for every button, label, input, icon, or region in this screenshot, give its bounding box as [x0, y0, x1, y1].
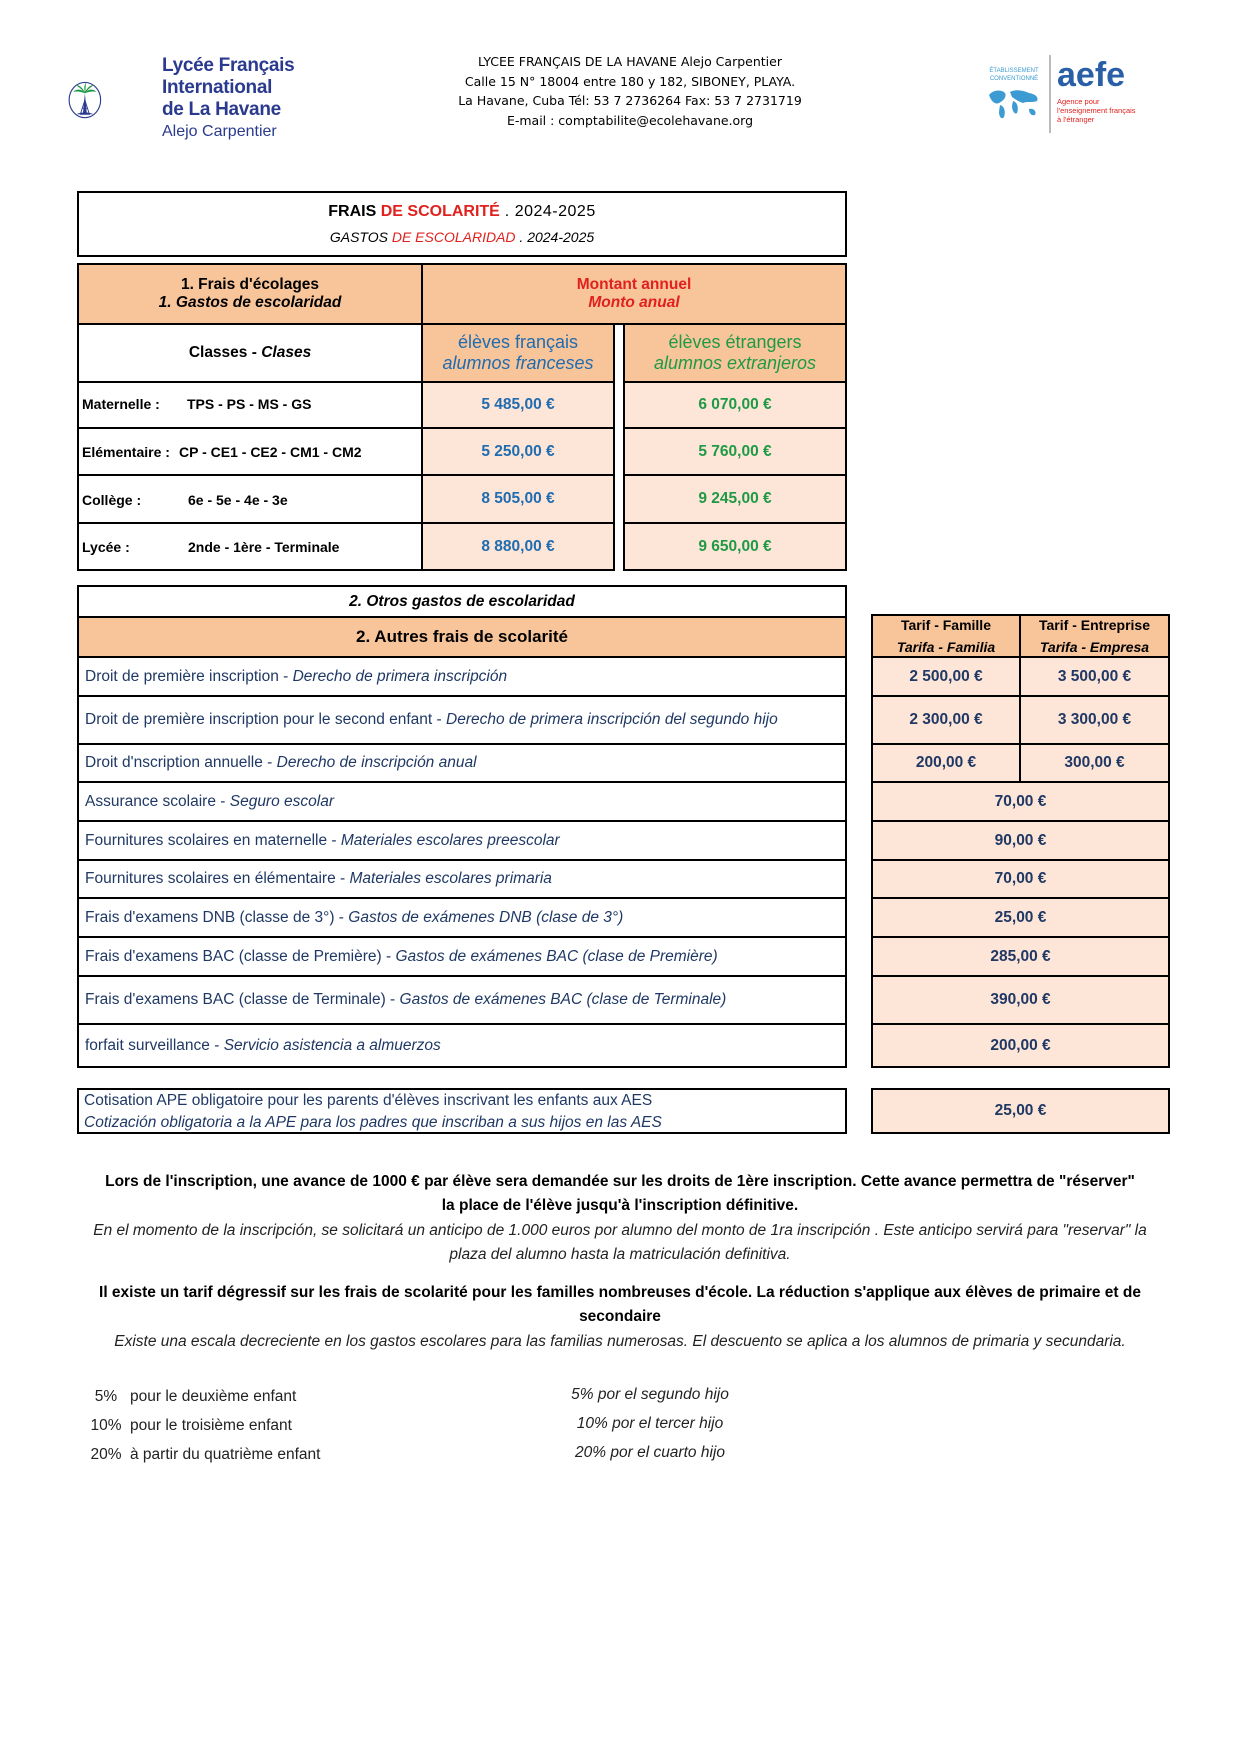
school-name-line: de La Havane — [162, 99, 281, 120]
discount-text-es: 20% por el cuarto hijo — [575, 1444, 725, 1461]
amount-heading-fr: Montant annuel — [576, 276, 692, 293]
email-line: E-mail : comptabilite@ecolehavane.org — [506, 112, 754, 128]
tuition-foreign: 9 650,00 € — [623, 522, 847, 571]
fee-label-fr: Fournitures scolaires en élémentaire - — [85, 870, 350, 887]
school-name-line: International — [162, 77, 273, 98]
fee-price: 70,00 € — [871, 859, 1170, 899]
ape-row — [77, 1088, 847, 1134]
fee-row — [77, 936, 847, 977]
discount-list-es — [500, 1380, 800, 1467]
fee-price: 285,00 € — [871, 936, 1170, 977]
col-french-fr: élèves français — [457, 332, 579, 352]
discount-item — [82, 1440, 482, 1469]
ape-label-es: Cotización obligatoria a la APE para los padres que inscriban a sus hijos en las AES — [84, 1114, 662, 1131]
fee-label-es: Materiales escolares preescolar — [340, 831, 560, 849]
fee-company: 3 500,00 € — [1019, 656, 1170, 697]
classes-heading-es: Clases — [261, 344, 312, 361]
section2-heading-es — [77, 585, 847, 618]
fee-price: 90,00 € — [871, 820, 1170, 861]
fee-family: 2 300,00 € — [871, 695, 1021, 745]
discount-list-fr — [82, 1382, 482, 1469]
fee-label-fr: Droit de première inscription - — [85, 667, 293, 685]
col-foreign-students — [623, 323, 847, 383]
fee-family: 2 500,00 € — [871, 656, 1021, 697]
fee-row — [77, 820, 847, 861]
section2-heading-fr — [77, 616, 847, 658]
school-name-line: Lycée Français — [162, 55, 295, 76]
address-line: Calle 15 N° 18004 entre 180 y 182, SIBONEY, PLAYA. — [464, 73, 796, 89]
level-classes: CP - CE1 - CE2 - CM1 - CM2 — [179, 444, 362, 460]
fee-row — [77, 1023, 847, 1068]
tuition-foreign: 6 070,00 € — [623, 381, 847, 429]
fee-row — [77, 859, 847, 899]
section1-heading-fr: 1. Frais d'écolages — [180, 276, 320, 293]
discount-pct: 5% — [94, 1388, 118, 1405]
col-french-es: alumnos franceses — [442, 353, 594, 373]
tuition-row — [77, 522, 423, 571]
col-family-fr: Tarif - Famille — [901, 617, 991, 633]
address-line: LYCEE FRANÇAIS DE LA HAVANE Alejo Carpentier — [478, 54, 782, 69]
discount-item — [82, 1411, 482, 1440]
aefe-logo — [985, 55, 1155, 140]
level-label: Maternelle : — [82, 396, 160, 412]
aefe-tagline: l'enseignement français — [1057, 106, 1136, 115]
col-family-es: Tarifa - Familia — [896, 639, 996, 655]
fee-label-fr: Droit de première inscription pour le second enfant - — [85, 711, 446, 728]
fee-row — [77, 656, 847, 697]
fee-label-es: Seguro escolar — [229, 792, 334, 810]
title-fr-red: DE SCOLARITÉ — [380, 203, 500, 220]
fee-label-es: Gastos de exámenes BAC (clase de Première) — [395, 947, 718, 965]
section1-heading — [77, 263, 423, 325]
section1-heading-es: 1. Gastos de escolaridad — [158, 294, 342, 311]
fee-price: 390,00 € — [871, 975, 1170, 1025]
fee-price: 70,00 € — [871, 781, 1170, 822]
fee-label-fr: Frais d'examens BAC (classe de Première) - — [85, 947, 396, 965]
col-foreign-fr: élèves étrangers — [668, 332, 802, 352]
tuition-french: 8 880,00 € — [421, 522, 615, 571]
advance-note-es: En el momento de la inscripción, se solicitará un anticipo de 1.000 euros por alumno del monto de 1ra inscripción . Este anticipo servirá para "reservar" la plaza del alumno hasta la matriculación definitiva. — [93, 1222, 1147, 1263]
aefe-small-line: CONVENTIONNÉ — [989, 76, 1039, 82]
tuition-row — [77, 427, 423, 476]
school-name — [162, 55, 312, 143]
aefe-brand: aefe — [1057, 56, 1126, 94]
advance-note-fr: Lors de l'inscription, une avance de 1000 € par élève sera demandée sur les droits de 1ère inscription. Cette avance permettra de "réserver" la place de l'élève jusqu'à l'inscription définitive. — [105, 1173, 1135, 1214]
school-logo — [68, 50, 158, 150]
fee-label-es: Derecho de primera inscripción del segundo hijo — [446, 711, 778, 728]
fee-label-es: Gastos de exámenes BAC (clase de Terminale) — [399, 991, 727, 1008]
col-company-fr: Tarif - Entreprise — [1039, 617, 1150, 633]
world-map-icon — [985, 87, 1043, 123]
fee-row — [77, 781, 847, 822]
discount-text-fr: pour le troisième enfant — [130, 1417, 292, 1434]
level-classes: TPS - PS - MS - GS — [187, 396, 312, 412]
fee-row — [77, 975, 847, 1025]
ape-price: 25,00 € — [871, 1088, 1170, 1134]
discount-item — [82, 1382, 482, 1411]
fee-label-fr: Fournitures scolaires en maternelle - — [85, 831, 341, 849]
classes-heading — [77, 323, 423, 383]
school-address-block — [420, 52, 840, 130]
amount-heading-es: Monto anual — [588, 294, 680, 311]
level-label: Collège : — [82, 492, 142, 508]
amount-heading — [421, 263, 847, 325]
level-label: Elémentaire : — [82, 444, 170, 460]
school-name-line: Alejo Carpentier — [162, 123, 277, 140]
discount-text-es: 10% por el tercer hijo — [576, 1415, 724, 1432]
title-box — [77, 191, 847, 257]
level-classes: 6e - 5e - 4e - 3e — [188, 492, 288, 508]
fee-label-es: Gastos de exámenes DNB (clase de 3°) — [348, 908, 624, 926]
col-family-heading — [871, 614, 1021, 658]
fee-row — [77, 897, 847, 938]
title-fr-year: . 2024-2025 — [499, 203, 596, 220]
aefe-small-line: ÉTABLISSEMENT — [989, 68, 1039, 74]
ape-label-fr: Cotisation APE obligatoire pour les parents d'élèves inscrivant les enfants aux AES — [84, 1092, 653, 1109]
title-fr — [79, 203, 845, 221]
fee-label-fr: Droit d'nscription annuelle - — [85, 754, 277, 771]
fee-label-fr: Frais d'examens DNB (classe de 3°) - — [85, 908, 349, 926]
tuition-french: 5 485,00 € — [421, 381, 615, 429]
section2-heading-fr-text: 2. Autres frais de scolarité — [356, 627, 568, 646]
fee-label-es: Servicio asistencia a almuerzos — [223, 1036, 441, 1054]
fee-label-es: Materiales escolares primaria — [349, 870, 552, 887]
fee-company: 300,00 € — [1019, 743, 1170, 783]
fee-label-fr: Assurance scolaire - — [85, 792, 230, 810]
col-foreign-es: alumnos extranjeros — [653, 353, 817, 373]
tuition-french: 8 505,00 € — [421, 474, 615, 524]
aefe-tagline: à l'étranger — [1057, 115, 1095, 124]
level-label: Lycée : — [82, 539, 130, 555]
section2-heading-es-text: 2. Otros gastos de escolaridad — [349, 592, 575, 610]
discount-text-fr: pour le deuxième enfant — [130, 1388, 297, 1405]
title-fr-black: FRAIS — [328, 203, 381, 220]
discount-text-es: 5% por el segundo hijo — [571, 1386, 729, 1403]
fee-label-es: Derecho de inscripción anual — [276, 754, 477, 771]
tuition-row — [77, 381, 423, 429]
title-es-year: . 2024-2025 — [515, 229, 595, 245]
tuition-foreign: 9 245,00 € — [623, 474, 847, 524]
tuition-foreign: 5 760,00 € — [623, 427, 847, 476]
fee-family: 200,00 € — [871, 743, 1021, 783]
tuition-row — [77, 474, 423, 524]
discount-text-fr: à partir du quatrième enfant — [130, 1446, 321, 1463]
title-es-red: DE ESCOLARIDAD — [391, 229, 516, 245]
fee-label-es: Derecho de primera inscripción — [292, 667, 508, 685]
fee-row — [77, 695, 847, 745]
level-classes: 2nde - 1ère - Terminale — [188, 539, 340, 555]
aefe-tagline: Agence pour — [1057, 97, 1100, 106]
fee-label-fr: Frais d'examens BAC (classe de Terminale) - — [85, 991, 400, 1008]
col-company-heading — [1019, 614, 1170, 658]
fee-price: 200,00 € — [871, 1023, 1170, 1068]
discount-note-fr: Il existe un tarif dégressif sur les frais de scolarité pour les familles nombreuses d'école. La réduction s'applique aux élèves de primaire et de secondaire — [99, 1284, 1141, 1325]
discount-pct: 10% — [90, 1417, 122, 1434]
col-company-es: Tarifa - Empresa — [1039, 639, 1150, 655]
discount-note-es: Existe una escala decreciente en los gastos escolares para las familias numerosas. El descuento se aplica a los alumnos de primaria y secundaria. — [114, 1333, 1126, 1350]
title-es-black: GASTOS — [329, 229, 392, 245]
discount-pct: 20% — [90, 1446, 122, 1463]
title-es — [79, 229, 845, 245]
address-line: La Havane, Cuba Tél: 53 7 2736264 Fax: 53 7 2731719 — [458, 93, 802, 108]
col-french-students — [421, 323, 615, 383]
fee-label-fr: forfait surveillance - — [85, 1036, 224, 1054]
tuition-french: 5 250,00 € — [421, 427, 615, 476]
fee-row — [77, 743, 847, 783]
classes-heading-fr: Classes - — [188, 344, 257, 361]
fee-price: 25,00 € — [871, 897, 1170, 938]
fee-company: 3 300,00 € — [1019, 695, 1170, 745]
